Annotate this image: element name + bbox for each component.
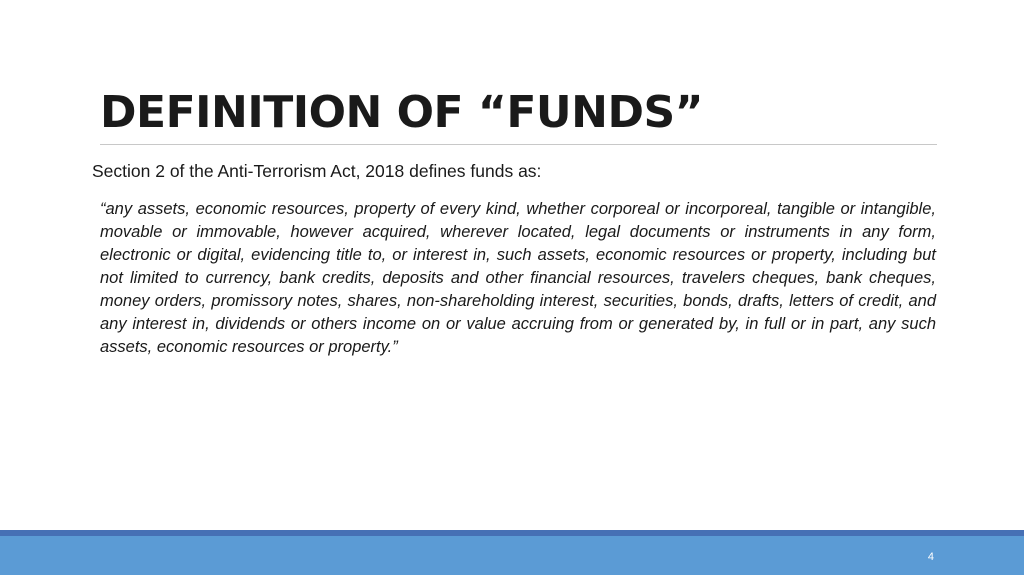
footer-bar	[0, 536, 1024, 575]
page-number: 4	[927, 551, 934, 563]
intro-text: Section 2 of the Anti-Terrorism Act, 2018 defines funds as:	[92, 161, 542, 181]
slide-title: DEFINITION OF “FUNDS”	[100, 87, 704, 138]
title-divider	[100, 144, 937, 145]
definition-quote: “any assets, economic resources, property of every kind, whether corporeal or incorporeal, tangible or intangible, movable or immovable, however acquired, wherever located, legal documents or instruments in any form, electronic or digital, evidencing title to, or interest in, such assets, economic resources or property, including but not limited to currency, bank credits, deposits and other financial resources, travelers cheques, bank cheques, money orders, promissory notes, shares, non-shareholding interest, securities, bonds, drafts, letters of credit, and any interest in, dividends or others income on or value accruing from or generated by, in full or in part, any such assets, economic resources or property.”	[100, 200, 936, 356]
